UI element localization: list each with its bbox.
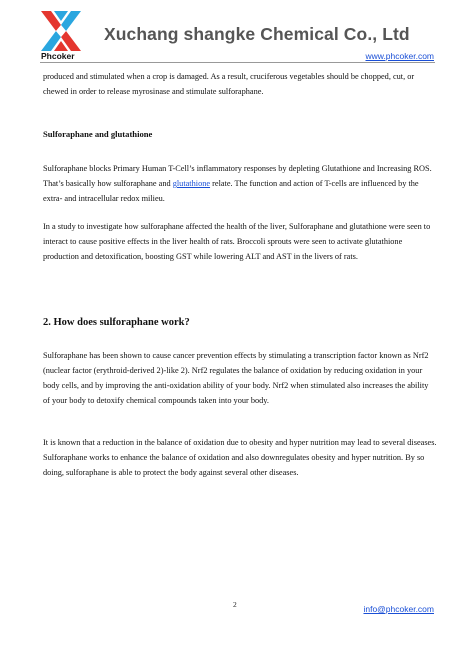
email-link[interactable]: info@phcoker.com [363,604,434,614]
section-heading: 2. How does sulforaphane work? [43,317,190,328]
paragraph-glutathione [43,161,437,206]
paragraph-liver-study: In a study to investigate how sulforaphane affected the health of the liver, Sulforaphane and glutathione were seen to interact to cause positive effects in the liver health of rats. Broccoli sprouts were seen to activate glutathione production and detoxification, boosting GST while lowering ALT and AST in the livers of rats. [43,222,431,261]
paragraph-text: Sulforaphane blocks Primary Human T-Cell’s inflammatory responses by depleting Glutathione and Increasing ROS. That’s basically how sulforaphane and [43,164,432,188]
paragraph-lead: produced and stimulated when a crop is damaged. As a result, cruciferous vegetables should be chopped, cut, or chewed in order to release myrosinase and stimulate sulforaphane. [43,72,415,96]
paragraph-text: relate. The function and action of T-cells are influenced by the extra- and intracellular redox milieu. [43,179,419,203]
company-name: Xuchang shangke Chemical Co., Ltd [104,24,410,44]
company-logo-icon [40,11,82,51]
page-number: 2 [233,600,237,609]
paragraph-nrf2: Sulforaphane has been shown to cause cancer prevention effects by stimulating a transcription factor known as Nrf2 (nuclear factor (erythroid-derived 2)-like 2). Nrf2 regulates the balance of oxidation by reducing oxidation in your body cells, and by improving the anti-oxidation ability of your body. Nrf2 when stimulated also increases the ability of your body to detoxify chemical compounds taken into your body. [43,351,429,405]
brand-name: Phcoker [41,51,75,61]
header-divider [40,62,435,63]
subheading: Sulforaphane and glutathione [43,129,153,139]
website-link[interactable]: www.phcoker.com [365,51,434,61]
glutathione-link[interactable]: glutathione [172,179,211,188]
page-header [0,0,474,64]
paragraph-oxidation: It is known that a reduction in the balance of oxidation due to obesity and hyper nutrition may lead to several diseases. Sulforaphane works to enhance the balance of oxidation and also downregulates obesity and hyper nutrition. By so doing, sulforaphane is able to protect the body against several other diseases. [43,438,437,477]
